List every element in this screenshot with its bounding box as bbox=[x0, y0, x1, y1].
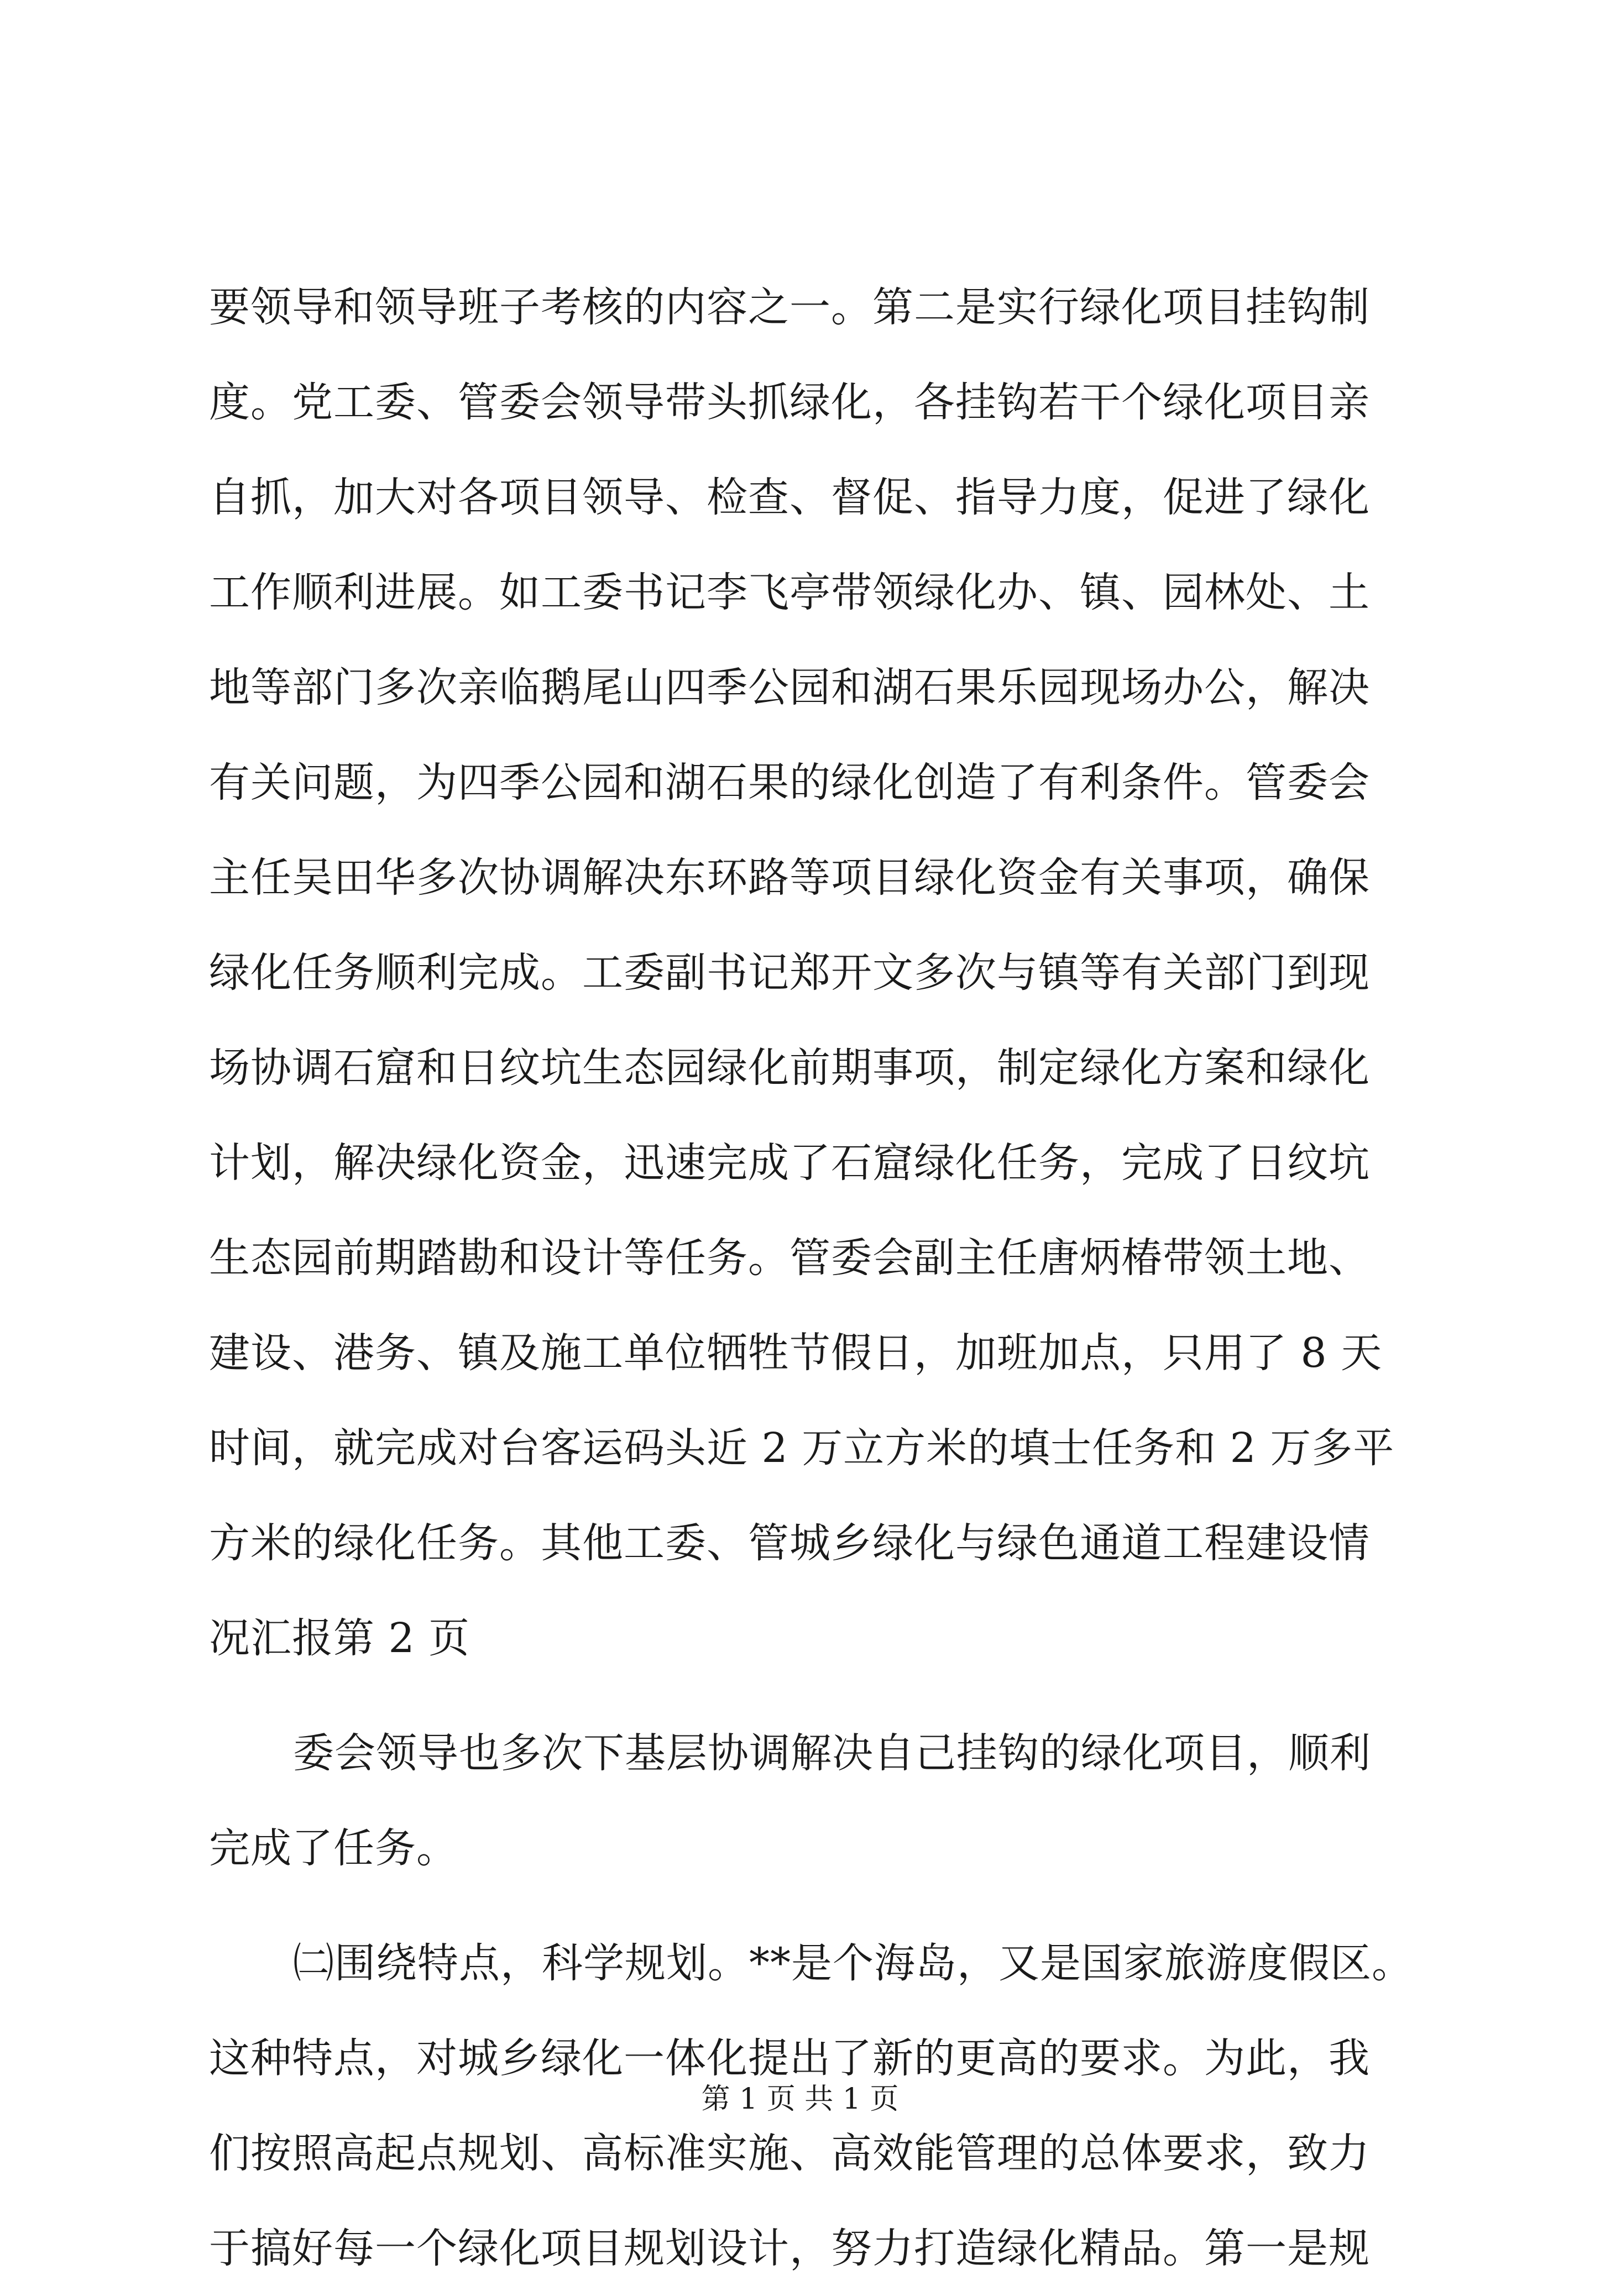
text-line: 完成了任务。 bbox=[209, 1825, 458, 1872]
text-line: 自抓，加大对各项目领导、检查、督促、指导力度，促进了绿化 bbox=[209, 474, 1370, 521]
text-line: 们按照高起点规划、高标准实施、高效能管理的总体要求，致力 bbox=[209, 2130, 1370, 2177]
text-line: 要领导和领导班子考核的内容之一。第二是实行绿化项目挂钩制 bbox=[209, 284, 1370, 331]
text-line: 计划，解决绿化资金，迅速完成了石窟绿化任务，完成了日纹坑 bbox=[209, 1139, 1370, 1187]
text-line: 于搞好每一个绿化项目规划设计，努力打造绿化精品。第一是规 bbox=[209, 2225, 1370, 2272]
text-line: 况汇报第 2 页 bbox=[209, 1614, 470, 1662]
document-body bbox=[209, 260, 1413, 2296]
text-line: 方米的绿化任务。其他工委、管城乡绿化与绿色通道工程建设情 bbox=[209, 1519, 1370, 1567]
paragraph-gap bbox=[209, 1686, 1403, 1706]
text-line: 场协调石窟和日纹坑生态园绿化前期事项，制定绿化方案和绿化 bbox=[209, 1044, 1370, 1092]
text-line: 这种特点，对城乡绿化一体化提出了新的更高的要求。为此，我 bbox=[209, 2035, 1370, 2082]
text-line: 生态园前期踏勘和设计等任务。管委会副主任唐炳椿带领土地、 bbox=[209, 1234, 1370, 1282]
text-line: 主任吴田华多次协调解决东环路等项目绿化资金有关事项，确保 bbox=[209, 854, 1370, 901]
text-line: 委会领导也多次下基层协调解决自己挂钩的绿化项目，顺利 bbox=[293, 1729, 1371, 1777]
text-line: 有关问题，为四季公园和湖石果的绿化创造了有利条件。管委会 bbox=[209, 759, 1370, 806]
text-line: 建设、港务、镇及施工单位牺牲节假日，加班加点，只用了 8 天 bbox=[209, 1329, 1383, 1377]
text-line: 度。党工委、管委会领导带头抓绿化，各挂钩若干个绿化项目亲 bbox=[209, 379, 1370, 426]
text-line: 时间，就完成对台客运码头近 2 万立方米的填士任务和 2 万多平 bbox=[209, 1424, 1395, 1472]
text-line: 绿化任务顺利完成。工委副书记郑开文多次与镇等有关部门到现 bbox=[209, 949, 1370, 997]
page-footer: 第 1 页 共 1 页 bbox=[701, 2083, 899, 2116]
text-line: 地等部门多次亲临鹅尾山四季公园和湖石果乐园现场办公，解决 bbox=[209, 664, 1370, 711]
text-line: 工作顺利进展。如工委书记李飞亭带领绿化办、镇、园林处、土 bbox=[209, 569, 1370, 616]
paragraph-gap bbox=[209, 1896, 1403, 1916]
text-line: ㈡围绕特点，科学规划。**是个海岛，又是国家旅游度假区。 bbox=[293, 1939, 1413, 1987]
